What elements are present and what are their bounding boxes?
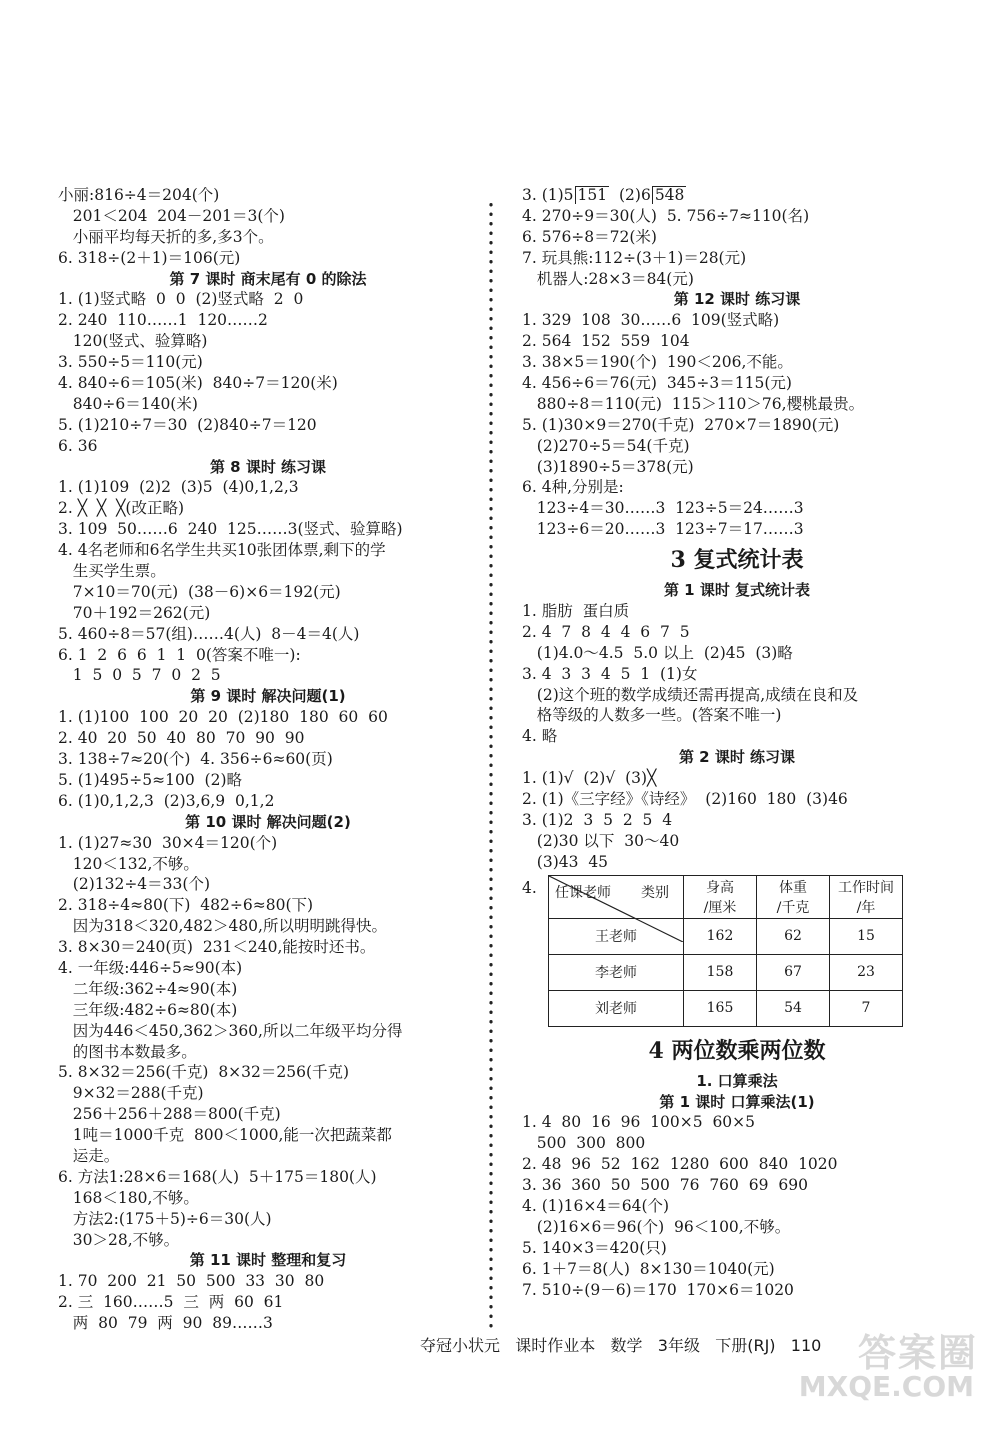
answer-line: 因为318＜320,482＞480,所以明明跳得快。 xyxy=(58,917,387,936)
answer-line: 1吨＝1000千克 800＜1000,能一次把蔬菜都 xyxy=(58,1126,392,1145)
section-heading: 第 8 课时 练习课 xyxy=(209,457,327,476)
table-row: 李老师 158 67 23 xyxy=(549,954,903,990)
answer-line: 4. (1)16×4＝64(个) xyxy=(522,1196,670,1215)
left-column xyxy=(58,185,478,1334)
header-weight: 体重 /千克 xyxy=(757,875,830,918)
answer-line: 5. 8×32＝256(千克) 8×32＝256(千克) xyxy=(58,1063,350,1082)
answer-line: 小丽:816÷4＝204(个) xyxy=(58,186,220,204)
answer-line: 500 300 800 xyxy=(522,1134,646,1153)
answer-line: 3. 36 360 50 500 76 760 69 690 xyxy=(522,1176,808,1195)
answer-line: 二年级:362÷4≈90(本) xyxy=(58,979,238,998)
corner-bottom-label: 任课老师 xyxy=(555,884,611,901)
answer-line: (1)4.0～4.5 5.0 以上 (2)45 (3)略 xyxy=(522,643,793,662)
stat-table-wrap xyxy=(522,875,952,1027)
header-height: 身高 /厘米 xyxy=(684,875,757,918)
long-division-line: 3. (1)5 151 (2)6 548 xyxy=(522,186,685,204)
right-column xyxy=(522,185,952,1300)
answer-line: 3. (1)2 3 5 2 5 4 xyxy=(522,810,673,829)
answer-line: 2. 240 110……1 120……2 xyxy=(58,311,268,330)
section-heading: 第 1 课时 口算乘法(1) xyxy=(659,1092,815,1111)
answer-line: 4. 一年级:446÷5≈90(本) xyxy=(58,958,243,977)
chapter-heading: 3 复式统计表 xyxy=(670,547,804,574)
answer-line: 1. 4 80 16 96 100×5 60×5 xyxy=(522,1113,756,1132)
answer-line: 小丽平均每天折的多,多3个。 xyxy=(58,227,274,246)
answer-line: 9×32＝288(千克) xyxy=(58,1084,204,1103)
answer-line: 两 80 79 两 90 89……3 xyxy=(58,1314,273,1333)
answer-line: 120＜132,不够。 xyxy=(58,854,199,873)
answer-line: 201＜204 204－201＝3(个) xyxy=(58,206,285,225)
answer-line: 1. 70 200 21 50 500 33 30 80 xyxy=(58,1272,325,1291)
answer-line: (2)270÷5＝54(千克) xyxy=(522,436,690,455)
section-heading: 第 12 课时 练习课 xyxy=(673,290,801,309)
answer-line: 因为446＜450,362＞360,所以二年级平均分得 xyxy=(58,1021,403,1040)
section-heading: 第 11 课时 整理和复习 xyxy=(189,1251,347,1270)
answer-line: 三年级:482÷6≈80(本) xyxy=(58,1000,238,1019)
answer-line: 70＋192＝262(元) xyxy=(58,603,211,622)
answer-line: 2. 三 160……5 三 两 60 61 xyxy=(58,1293,284,1312)
watermark-url: MXQE.COM xyxy=(798,1370,974,1403)
watermark-logo: 答案圈 xyxy=(857,1331,978,1375)
answer-line: 840÷6＝140(米) xyxy=(58,394,198,413)
answer-line: (2)30 以下 30～40 xyxy=(522,831,680,850)
table-row: 王老师 162 62 15 xyxy=(549,918,903,954)
table-corner xyxy=(549,875,684,918)
answer-line: 3. 550÷5＝110(元) xyxy=(58,353,203,372)
answer-line: 生买学生票。 xyxy=(58,562,166,581)
answer-line: 1. (1)100 100 20 20 (2)180 180 60 60 xyxy=(58,708,388,727)
answer-line: 6. 1＋7＝8(人) 8×130＝1040(元) xyxy=(522,1259,775,1278)
answer-line: 4. 456÷6＝76(元) 345÷3＝115(元) xyxy=(522,374,792,393)
answer-line: 3. 138÷7≈20(个) 4. 356÷6≈60(页) xyxy=(58,750,333,769)
answer-line: 7×10＝70(元) (38－6)×6＝192(元) xyxy=(58,582,341,601)
answer-line: 2. 40 20 50 40 80 70 90 90 xyxy=(58,729,305,748)
answer-line: 6. 4种,分别是: xyxy=(522,478,624,497)
header-years: 工作时间 /年 xyxy=(830,875,903,918)
answer-line: 3. 8×30＝240(页) 231＜240,能按时还书。 xyxy=(58,938,376,957)
answer-line: 6. 1 2 6 6 1 1 0(答案不唯一): xyxy=(58,645,301,664)
answer-line: 运走。 xyxy=(58,1146,120,1165)
answer-line: 1. 329 108 30……6 109(竖式略) xyxy=(522,311,780,330)
answer-line: 3. 38×5＝190(个) 190＜206,不能。 xyxy=(522,353,793,372)
answer-line: 格等级的人数多一些。(答案不唯一) xyxy=(522,706,782,725)
answer-line: 5. (1)30×9＝270(千克) 270×7＝1890(元) xyxy=(522,415,840,434)
answer-line: 6. 318÷(2＋1)＝106(元) xyxy=(58,248,241,267)
answer-line: 7. 510÷(9－6)＝170 170×6＝1020 xyxy=(522,1280,794,1299)
corner-top-label: 类别 xyxy=(641,884,669,901)
binding-dots xyxy=(487,200,495,1330)
answer-line: 6. 576÷8＝72(米) xyxy=(522,227,657,246)
answer-line: 1. (1)27≈30 30×4＝120(个) xyxy=(58,833,278,852)
chapter-heading: 4 两位数乘两位数 xyxy=(648,1037,826,1064)
section-heading: 第 7 课时 商末尾有 0 的除法 xyxy=(169,269,367,288)
answer-line: (2)132÷4＝33(个) xyxy=(58,875,210,894)
answer-line: 30＞28,不够。 xyxy=(58,1230,180,1249)
answer-line: (2)16×6＝96(个) 96＜100,不够。 xyxy=(522,1217,791,1236)
answer-line: (3)43 45 xyxy=(522,852,609,871)
section-heading: 第 2 课时 练习课 xyxy=(678,748,796,767)
answer-line: 168＜180,不够。 xyxy=(58,1188,199,1207)
section-heading: 第 1 课时 复式统计表 xyxy=(663,581,811,600)
answer-line: 3. 109 50……6 240 125……3(竖式、验算略) xyxy=(58,520,403,539)
table-row: 刘老师 165 54 7 xyxy=(549,990,903,1026)
answer-line: 4. 840÷6＝105(米) 840÷7＝120(米) xyxy=(58,374,338,393)
answer-line: 123÷4＝30……3 123÷5＝24……3 xyxy=(522,499,804,518)
section-heading: 第 10 课时 解决问题(2) xyxy=(185,812,351,831)
answer-line: 123÷6＝20……3 123÷7＝17……3 xyxy=(522,520,804,539)
answer-line: 5. (1)495÷5≈100 (2)略 xyxy=(58,770,242,789)
answer-line: 4. 略 xyxy=(522,727,558,746)
answer-line: 方法2:(175＋5)÷6＝30(人) xyxy=(58,1209,272,1228)
answer-line: 880÷8＝110(元) 115＞110＞76,樱桃最贵。 xyxy=(522,394,865,413)
answer-line: 2. 564 152 559 104 xyxy=(522,332,690,351)
answer-line: 6. (1)0,1,2,3 (2)3,6,9 0,1,2 xyxy=(58,791,275,810)
answer-line: 的图书本数最多。 xyxy=(58,1042,197,1061)
answer-line: 5. 460÷8＝57(组)……4(人) 8－4＝4(人) xyxy=(58,624,360,643)
answer-line: 6. 方法1:28×6＝168(人) 5＋175＝180(人) xyxy=(58,1167,377,1186)
section-heading: 1. 口算乘法 xyxy=(696,1071,778,1090)
answer-line: 4. 4名老师和6名学生共买10张团体票,剩下的学 xyxy=(58,541,386,560)
answer-line: 4. 270÷9＝30(人) 5. 756÷7≈110(名) xyxy=(522,206,810,225)
answer-line: (3)1890÷5＝378(元) xyxy=(522,457,694,476)
answer-line: 1. (1)109 (2)2 (3)5 (4)0,1,2,3 xyxy=(58,478,299,497)
question-number: 4. xyxy=(522,878,537,897)
answer-line: 2. 318÷4≈80(下) 482÷6≈80(下) xyxy=(58,896,314,915)
answer-line: 1. (1)竖式略 0 0 (2)竖式略 2 0 xyxy=(58,290,304,309)
answer-line: 6. 36 xyxy=(58,436,98,455)
answer-line: 256＋256＋288＝800(千克) xyxy=(58,1105,281,1124)
answer-line: 1 5 0 5 7 0 2 5 xyxy=(58,666,221,685)
answer-line: 2. 48 96 52 162 1280 600 840 1020 xyxy=(522,1155,838,1174)
answer-line: 2. (1)《三字经》《诗经》 (2)160 180 (3)46 xyxy=(522,790,848,809)
answer-line: (2)这个班的数学成绩还需再提高,成绩在良和及 xyxy=(522,685,859,704)
answer-line: 5. (1)210÷7＝30 (2)840÷7＝120 xyxy=(58,415,317,434)
answer-line: 120(竖式、验算略) xyxy=(58,332,208,351)
answer-line: 2. 4 7 8 4 4 6 7 5 xyxy=(522,622,690,641)
answer-line: 机器人:28×3＝84(元) xyxy=(522,269,694,288)
section-heading: 第 9 课时 解决问题(1) xyxy=(190,687,346,706)
stat-table xyxy=(548,875,903,1027)
page-footer: 夺冠小状元 课时作业本 数学 3年级 下册(RJ) 110 xyxy=(420,1336,822,1355)
answer-line: 5. 140×3＝420(只) xyxy=(522,1238,667,1257)
answer-line: 1. (1)√ (2)√ (3)╳ xyxy=(522,769,657,788)
answer-line: 3. 4 3 3 4 5 1 (1)女 xyxy=(522,664,698,683)
answer-line: 2. ╳ ╳ ╳(改正略) xyxy=(58,499,185,518)
answer-line: 7. 玩具熊:112÷(3＋1)＝28(元) xyxy=(522,248,747,267)
answer-line: 1. 脂肪 蛋白质 xyxy=(522,602,630,621)
